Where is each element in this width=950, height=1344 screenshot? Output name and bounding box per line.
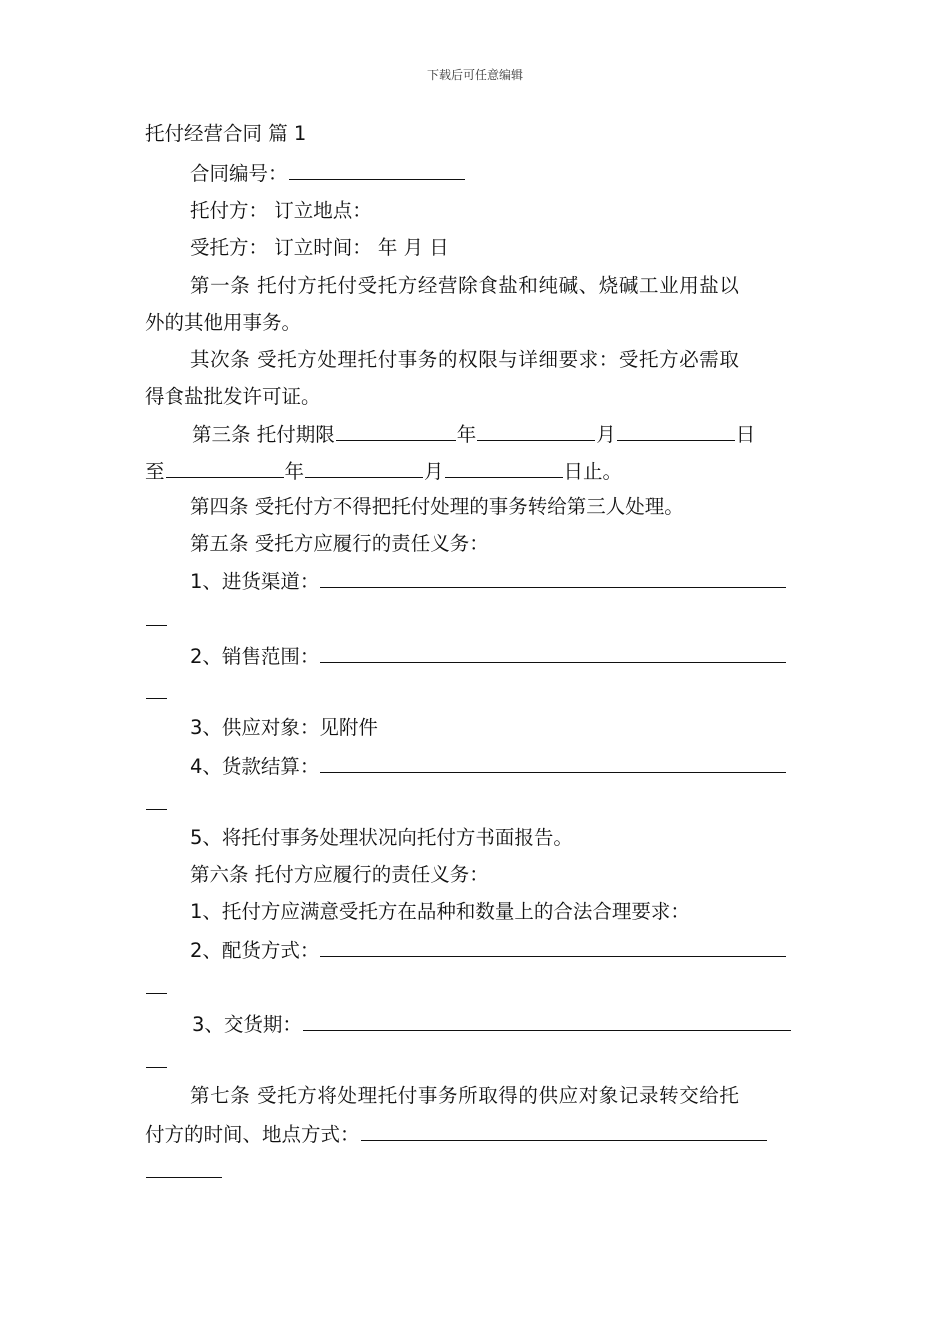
article-7-line-1: 第七条 受托方将处理托付事务所取得的供应对象记录转交给托 xyxy=(190,1084,740,1107)
handover-method-blank xyxy=(361,1118,767,1141)
delivery-method-blank xyxy=(320,934,786,957)
principal-line: 托付方： 订立地点： xyxy=(190,199,372,222)
delivery-method-blank-cont xyxy=(145,971,168,1001)
contract-number-line xyxy=(190,157,466,187)
term-start-day-blank xyxy=(617,418,735,441)
article-4: 第四条 受托付方不得把托付处理的事务转给第三人处理。 xyxy=(190,495,684,518)
delivery-method-label: 2、配货方式： xyxy=(190,939,320,962)
document-title: 托付经营合同 篇 1 xyxy=(145,122,307,145)
delivery-period-blank-cont xyxy=(145,1045,168,1075)
article-1-line-2: 外的其他用事务。 xyxy=(145,311,302,334)
article-6-item-2 xyxy=(190,934,787,964)
article-5-title: 第五条 受托方应履行的责任义务： xyxy=(190,532,489,555)
article-7-text-2: 付方的时间、地点方式： xyxy=(145,1123,360,1146)
delivery-period-label: 3、交货期： xyxy=(192,1013,302,1036)
year-text: 年 xyxy=(456,423,477,446)
article-6-item-3 xyxy=(192,1008,792,1038)
article-3-line-1 xyxy=(192,418,755,448)
payment-settlement-label: 4、货款结算： xyxy=(190,755,320,778)
end-text: 日止。 xyxy=(563,460,623,483)
article-7-line-2 xyxy=(145,1118,768,1148)
contract-number-blank xyxy=(289,157,465,180)
term-end-month-blank xyxy=(305,455,423,478)
article-5-item-4 xyxy=(190,750,787,780)
purchase-channel-blank xyxy=(320,565,786,588)
sales-scope-label: 2、销售范围： xyxy=(190,645,320,668)
article-6-title: 第六条 托付方应履行的责任义务： xyxy=(190,863,489,886)
blank-tail xyxy=(146,787,167,810)
article-3-label: 第三条 托付期限 xyxy=(192,423,335,446)
article-5-item-3: 3、供应对象：见附件 xyxy=(190,716,378,739)
payment-settlement-blank xyxy=(320,750,786,773)
article-5-item-5: 5、将托付事务处理状况向托付方书面报告。 xyxy=(190,826,573,849)
sales-scope-blank-cont xyxy=(145,676,168,706)
purchase-channel-label: 1、进货渠道： xyxy=(190,570,320,593)
blank-tail xyxy=(146,1155,222,1178)
to-text: 至 xyxy=(145,460,165,483)
month-text-2: 月 xyxy=(424,460,444,483)
blank-tail xyxy=(146,603,167,626)
payment-settlement-blank-cont xyxy=(145,787,168,817)
delivery-period-blank xyxy=(303,1008,791,1031)
article-1-line-1: 第一条 托付方托付受托方经营除食盐和纯碱、烧碱工业用盐以 xyxy=(190,274,740,297)
blank-tail xyxy=(146,971,167,994)
blank-tail xyxy=(146,676,167,699)
handover-method-blank-cont xyxy=(145,1155,223,1185)
article-3-line-2 xyxy=(145,455,622,485)
article-5-item-2 xyxy=(190,640,787,670)
year-text-2: 年 xyxy=(284,460,305,483)
term-end-day-blank xyxy=(445,455,563,478)
term-start-year-blank xyxy=(336,418,456,441)
term-end-year-blank xyxy=(166,455,284,478)
page-header: 下载后可任意编辑 xyxy=(426,68,523,82)
purchase-channel-blank-cont xyxy=(145,603,168,633)
article-5-item-1 xyxy=(190,565,787,595)
agent-line: 受托方： 订立时间： 年 月 日 xyxy=(190,236,449,259)
term-start-month-blank xyxy=(477,418,595,441)
article-2-line-1: 其次条 受托方处理托付事务的权限与详细要求：受托方必需取 xyxy=(190,348,740,371)
article-6-item-1: 1、托付方应满意受托方在品种和数量上的合法合理要求： xyxy=(190,900,690,923)
contract-number-label: 合同编号： xyxy=(190,162,288,185)
article-2-line-2: 得食盐批发许可证。 xyxy=(145,385,321,408)
blank-tail xyxy=(146,1045,167,1068)
day-text: 日 xyxy=(735,423,756,446)
month-text: 月 xyxy=(596,423,616,446)
sales-scope-blank xyxy=(320,640,786,663)
